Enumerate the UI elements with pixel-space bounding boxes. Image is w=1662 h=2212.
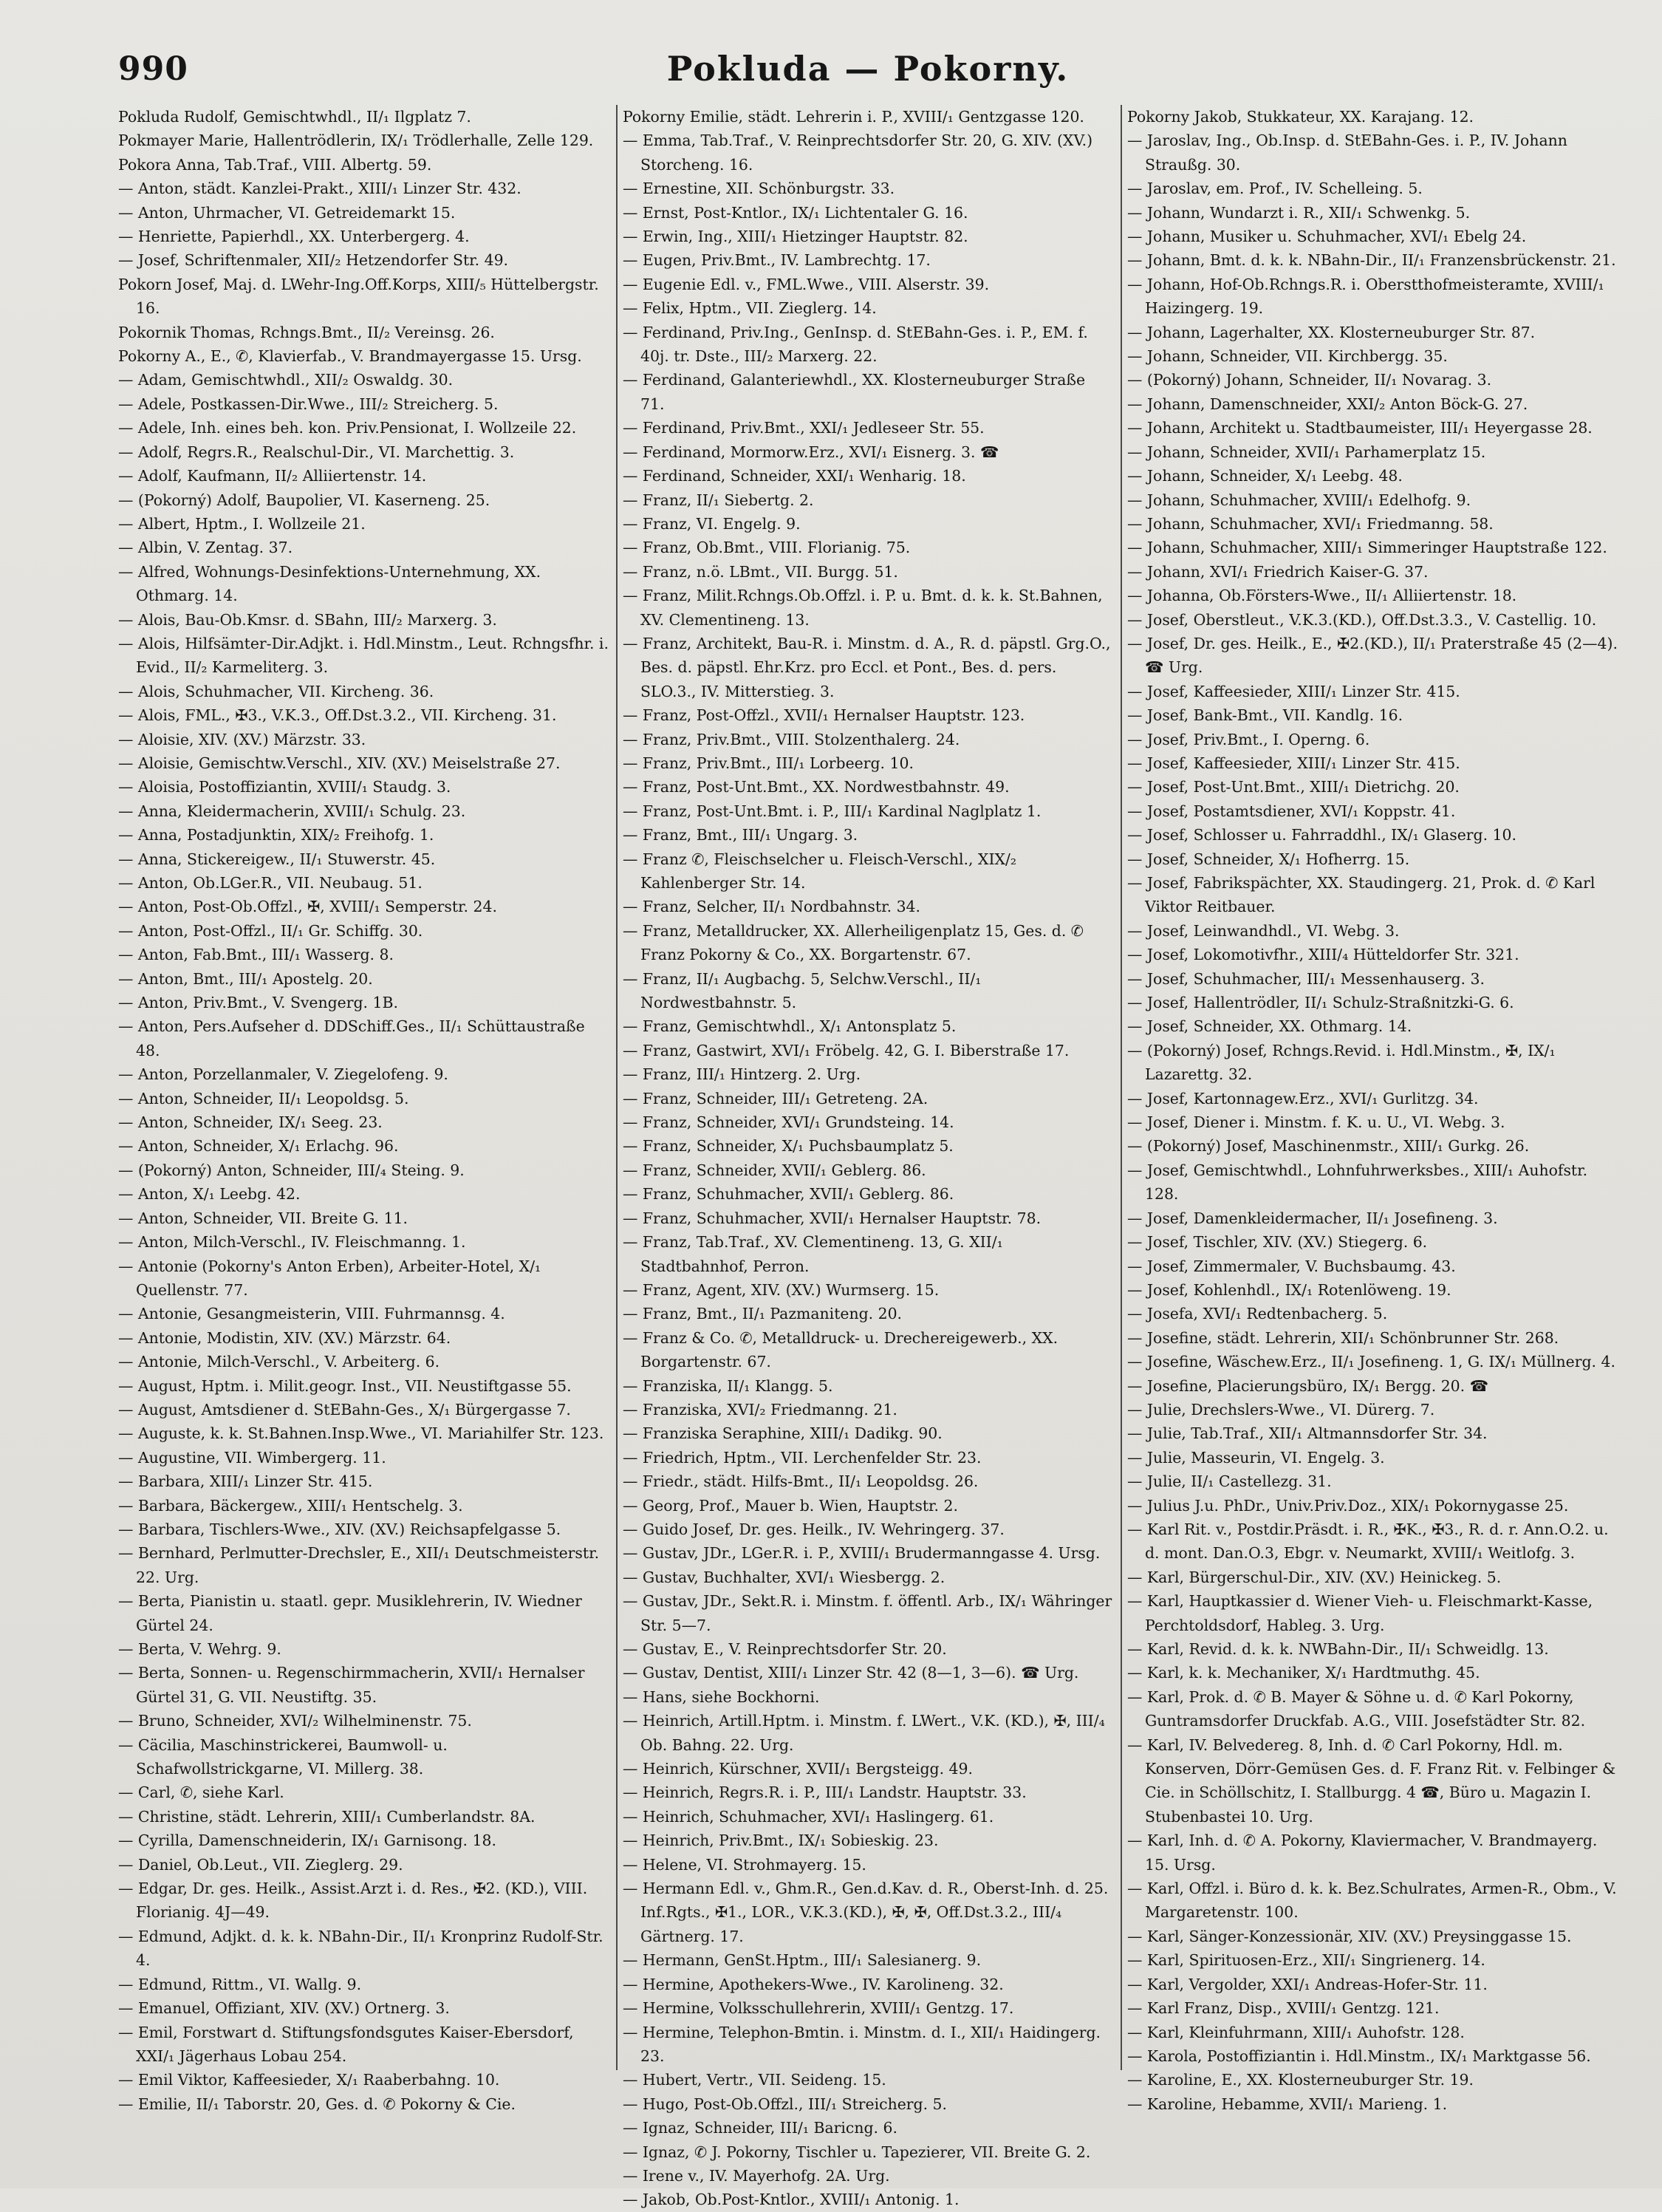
directory-entry: — Eugenie Edl. v., FML.Wwe., VIII. Alserstr. 39. [623, 275, 990, 293]
directory-entry: — Bernhard, Perlmutter-Drechsler, E., XII/₁ Deutschmeisterstr. 22. Urg. [118, 1544, 600, 1586]
directory-entry: — Gustav, E., V. Reinprechtsdorfer Str. 20. [623, 1640, 947, 1658]
directory-entry: — Anton, Pers.Aufseher d. DDSchiff.Ges., II/₁ Schüttaustraße 48. [118, 1017, 585, 1059]
directory-entry: — Ignaz, ✆ J. Pokorny, Tischler u. Tapezierer, VII. Breite G. 2. [623, 2143, 1091, 2161]
directory-entry: — Franz, Schuhmacher, XVII/₁ Geblerg. 86. [623, 1185, 954, 1204]
directory-entry: — Franz, Bmt., III/₁ Ungarg. 3. [623, 826, 858, 844]
directory-entry: — Berta, Sonnen- u. Regenschirmmacherin, XVII/₁ Hernalser Gürtel 31, G. VII. Neustiftg. 35. [118, 1664, 585, 1706]
directory-entry: — Franz & Co. ✆, Metalldruck- u. Drechereigewerb., XX. Borgartenstr. 67. [623, 1328, 1059, 1371]
column-1 [118, 105, 609, 2166]
directory-entry: — Josef, Kartonnagew.Erz., XVI/₁ Gurlitzg. 34. [1127, 1089, 1479, 1107]
directory-entry: — Emma, Tab.Traf., V. Reinprechtsdorfer Str. 20, G. XIV. (XV.) Storcheng. 16. [623, 132, 1093, 174]
directory-entry: — Julie, Masseurin, VI. Engelg. 3. [1127, 1448, 1385, 1467]
directory-entry: — (Pokorný) Adolf, Baupolier, VI. Kaserneng. 25. [118, 491, 490, 509]
directory-entry: — Franz, Architekt, Bau-R. i. Minstm. d. A., R. d. päpstl. Grg.O., Bes. d. päpstl. Ehr.Krz. pro Eccl. et Pont., Bes. d. pers. SLO.3., IV. Mitterstieg. 3. [623, 634, 1111, 700]
directory-entry: — Antonie, Gesangmeisterin, VIII. Fuhrmannsg. 4. [118, 1305, 505, 1323]
directory-entry: — Emanuel, Offiziant, XIV. (XV.) Ortnerg. 3. [118, 1999, 450, 2018]
directory-entry: — Karl, Spirituosen-Erz., XII/₁ Singrienerg. 14. [1127, 1951, 1485, 1970]
directory-entry: — Franz, Schuhmacher, XVII/₁ Hernalser Hauptstr. 78. [623, 1209, 1042, 1227]
directory-entry: — Alois, FML., ✠3., V.K.3., Off.Dst.3.2., VII. Kircheng. 31. [118, 706, 557, 725]
directory-entry: — Anton, Ob.LGer.R., VII. Neubaug. 51. [118, 874, 423, 892]
directory-entry: — Franz, Post-Unt.Bmt. i. P., III/₁ Kardinal Naglplatz 1. [623, 802, 1042, 820]
directory-entry: — Karl, Kleinfuhrmann, XIII/₁ Auhofstr. 128. [1127, 2023, 1465, 2041]
directory-entry: — Josef, Lokomotivfhr., XIII/₄ Hütteldorfer Str. 321. [1127, 946, 1519, 964]
directory-entry: — Josef, Tischler, XIV. (XV.) Stiegerg. 6. [1127, 1233, 1428, 1252]
directory-entry: — Josef, Zimmermaler, V. Buchsbaumg. 43. [1127, 1257, 1456, 1275]
directory-entry: — Erwin, Ing., XIII/₁ Hietzinger Hauptstr. 82. [623, 228, 968, 246]
directory-entry: — Anton, Milch-Verschl., IV. Fleischmanng. 1. [118, 1233, 466, 1252]
directory-entry: Pokora Anna, Tab.Traf., VIII. Albertg. 59. [118, 155, 432, 174]
directory-entry: — Augustine, VII. Wimbergerg. 11. [118, 1448, 386, 1467]
directory-entry: — Franz, Priv.Bmt., VIII. Stolzenthalerg. 24. [623, 730, 960, 748]
directory-entry: — Johanna, Ob.Försters-Wwe., II/₁ Alliiertenstr. 18. [1127, 587, 1517, 605]
directory-entry: — Johann, Hof-Ob.Rchngs.R. i. Oberstthofmeisteramte, XVIII/₁ Haizingerg. 19. [1127, 275, 1604, 318]
directory-entry: — Johann, Musiker u. Schuhmacher, XVI/₁ Ebelg 24. [1127, 228, 1527, 246]
directory-entry: — Hermine, Volksschullehrerin, XVIII/₁ Gentzg. 17. [623, 1999, 1014, 2018]
page-header [118, 46, 1618, 98]
directory-entry: — Johann, Schuhmacher, XIII/₁ Simmeringer Hauptstraße 122. [1127, 539, 1607, 557]
directory-entry: — Felix, Hptm., VII. Zieglerg. 14. [623, 299, 877, 318]
directory-entry: — Johann, Bmt. d. k. k. NBahn-Dir., II/₁ Franzensbrückenstr. 21. [1127, 251, 1616, 270]
directory-entry: — August, Amtsdiener d. StEBahn-Ges., X/₁ Bürgergasse 7. [118, 1400, 571, 1419]
directory-columns [118, 105, 1618, 2209]
directory-entry: — Friedrich, Hptm., VII. Lerchenfelder Str. 23. [623, 1448, 982, 1467]
directory-entry: — Hermine, Apothekers-Wwe., IV. Karolineng. 32. [623, 1975, 1004, 1993]
directory-entry: — Johann, Schneider, X/₁ Leebg. 48. [1127, 467, 1403, 485]
directory-entry: — Josef, Schuhmacher, III/₁ Messenhauserg. 3. [1127, 969, 1485, 988]
directory-entry: — Karl, Sänger-Konzessionär, XIV. (XV.) Preysinggasse 15. [1127, 1927, 1572, 1945]
directory-entry: — Josef, Fabrikspächter, XX. Staudingerg. 21, Prok. d. ✆ Karl Viktor Reitbauer. [1127, 874, 1596, 916]
directory-entry: — Josef, Bank-Bmt., VII. Kandlg. 16. [1127, 706, 1403, 725]
directory-entry: — Guido Josef, Dr. ges. Heilk., IV. Wehringerg. 37. [623, 1520, 1005, 1538]
directory-entry: — Franz, II/₁ Siebertg. 2. [623, 491, 814, 509]
directory-entry: — Anton, Schneider, X/₁ Erlachg. 96. [118, 1137, 399, 1156]
directory-entry: — Julie, Tab.Traf., XII/₁ Altmannsdorfer Str. 34. [1127, 1424, 1488, 1443]
directory-entry: — Karl, Revid. d. k. k. NWBahn-Dir., II/₁ Schweidlg. 13. [1127, 1640, 1549, 1658]
directory-entry: — Franz, Schneider, XVI/₁ Grundsteing. 14. [623, 1113, 954, 1132]
directory-entry: — Josefine, Wäschew.Erz., II/₁ Josefineng. 1, G. IX/₁ Müllnerg. 4. [1127, 1353, 1615, 1371]
directory-entry: — Franz, II/₁ Augbachg. 5, Selchw.Verschl., II/₁ Nordwestbahnstr. 5. [623, 969, 982, 1012]
directory-entry: — Gustav, JDr., Sekt.R. i. Minstm. f. öffentl. Arb., IX/₁ Währinger Str. 5—7. [623, 1592, 1112, 1634]
directory-entry: — Helene, VI. Strohmayerg. 15. [623, 1855, 866, 1874]
directory-entry: — Jaroslav, em. Prof., IV. Schelleing. 5. [1127, 180, 1423, 198]
directory-entry: — Johann, Schuhmacher, XVIII/₁ Edelhofg. 9. [1127, 491, 1471, 509]
directory-entry: — Friedr., städt. Hilfs-Bmt., II/₁ Leopoldsg. 26. [623, 1472, 979, 1491]
directory-entry: — Ferdinand, Mormorw.Erz., XVI/₁ Eisnerg. 3. ☎ [623, 443, 999, 461]
column-3 [1127, 105, 1618, 2166]
directory-entry: — Aloisia, Postoffiziantin, XVIII/₁ Staudg. 3. [118, 778, 451, 796]
directory-entry: — Gustav, Buchhalter, XVI/₁ Wiesbergg. 2. [623, 1568, 945, 1586]
directory-entry: — Hermann Edl. v., Ghm.R., Gen.d.Kav. d. R., Oberst-Inh. d. 25. Inf.Rgts., ✠1., LOR., V.K.3.(KD.), ✠, ✠, Off.Dst.3.2., III/₄ Gärtnerg. 17. [623, 1880, 1109, 1945]
directory-entry: — Alois, Schuhmacher, VII. Kircheng. 36. [118, 682, 434, 700]
directory-entry: — Emilie, II/₁ Taborstr. 20, Ges. d. ✆ Pokorny & Cie. [118, 2095, 516, 2113]
directory-entry: — Heinrich, Regrs.R. i. P., III/₁ Landstr. Hauptstr. 33. [623, 1783, 1027, 1802]
directory-entry: — Karl, Bürgerschul-Dir., XIV. (XV.) Heinickeg. 5. [1127, 1568, 1502, 1586]
directory-entry: — Johann, Schuhmacher, XVI/₁ Friedmanng. 58. [1127, 514, 1494, 533]
directory-entry: — Ernestine, XII. Schönburgstr. 33. [623, 180, 895, 198]
directory-entry: Pokorny Emilie, städt. Lehrerin i. P., XVIII/₁ Gentzgasse 120. [623, 108, 1084, 126]
directory-entry: — Gustav, JDr., LGer.R. i. P., XVIII/₁ Brudermanngasse 4. Ursg. [623, 1544, 1101, 1563]
directory-entry: — Johann, XVI/₁ Friedrich Kaiser-G. 37. [1127, 562, 1429, 581]
directory-entry: — Adele, Postkassen-Dir.Wwe., III/₂ Streicherg. 5. [118, 395, 499, 413]
directory-entry: — Alois, Bau-Ob.Kmsr. d. SBahn, III/₂ Marxerg. 3. [118, 610, 497, 629]
directory-entry: — Karl, Inh. d. ✆ A. Pokorny, Klaviermacher, V. Brandmayerg. 15. Ursg. [1127, 1832, 1598, 1874]
directory-entry: — Adele, Inh. eines beh. kon. Priv.Pensionat, I. Wollzeile 22. [118, 419, 577, 437]
directory-entry: — Alfred, Wohnungs-Desinfektions-Unternehmung, XX. Othmarg. 14. [118, 562, 541, 605]
directory-entry: — Ernst, Post-Kntlor., IX/₁ Lichtentaler G. 16. [623, 203, 968, 222]
directory-entry: — Johann, Schneider, VII. Kirchbergg. 35. [1127, 347, 1448, 366]
directory-entry: Pokornik Thomas, Rchngs.Bmt., II/₂ Vereinsg. 26. [118, 323, 495, 341]
directory-entry: — Anton, städt. Kanzlei-Prakt., XIII/₁ Linzer Str. 432. [118, 180, 521, 198]
directory-entry: Pokorny A., E., ✆, Klavierfab., V. Brandmayergasse 15. Ursg. [118, 347, 582, 366]
directory-entry: — Karl, Offzl. i. Büro d. k. k. Bez.Schulrates, Armen-R., Obm., V. Margaretenstr. 100. [1127, 1880, 1617, 1922]
directory-entry: — Franz, Ob.Bmt., VIII. Florianig. 75. [623, 539, 911, 557]
directory-entry: — Josef, Oberstleut., V.K.3.(KD.), Off.Dst.3.3., V. Castellig. 10. [1127, 610, 1597, 629]
directory-entry: — Karl, Vergolder, XXI/₁ Andreas-Hofer-Str. 11. [1127, 1975, 1488, 1993]
directory-entry: — Josef, Post-Unt.Bmt., XIII/₁ Dietrichg. 20. [1127, 778, 1460, 796]
directory-entry: — Hugo, Post-Ob.Offzl., III/₁ Streicherg. 5. [623, 2095, 947, 2113]
directory-entry: — Emil, Forstwart d. Stiftungsfondsgutes Kaiser-Ebersdorf, XXI/₁ Jägerhaus Lobau 254. [118, 2023, 574, 2065]
directory-entry: — Anna, Postadjunktin, XIX/₂ Freihofg. 1. [118, 826, 434, 844]
directory-entry: — Jaroslav, Ing., Ob.Insp. d. StEBahn-Ges. i. P., IV. Johann Straußg. 30. [1127, 132, 1567, 174]
directory-entry: — Aloisie, XIV. (XV.) Märzstr. 33. [118, 730, 366, 748]
directory-entry: — Gustav, Dentist, XIII/₁ Linzer Str. 42 (8—1, 3—6). ☎ Urg. [623, 1664, 1079, 1682]
directory-entry: — Josefine, städt. Lehrerin, XII/₁ Schönbrunner Str. 268. [1127, 1328, 1559, 1347]
directory-entry: — Anton, Schneider, II/₁ Leopoldsg. 5. [118, 1089, 409, 1107]
directory-entry: — Franz, Gemischtwhdl., X/₁ Antonsplatz 5. [623, 1017, 957, 1036]
directory-entry: — Josef, Schriftenmaler, XII/₂ Hetzendorfer Str. 49. [118, 251, 509, 270]
directory-entry: — Franz, Gastwirt, XVI/₁ Fröbelg. 42, G. I. Biberstraße 17. [623, 1041, 1070, 1059]
directory-entry: — Josefine, Placierungsbüro, IX/₁ Bergg. 20. ☎ [1127, 1376, 1488, 1395]
directory-entry: — Franz, VI. Engelg. 9. [623, 514, 801, 533]
directory-entry: — Julie, Drechslers-Wwe., VI. Dürerg. 7. [1127, 1400, 1435, 1419]
directory-entry: — Cyrilla, Damenschneiderin, IX/₁ Garnisong. 18. [118, 1832, 496, 1850]
directory-entry: — Franz, Selcher, II/₁ Nordbahnstr. 34. [623, 898, 920, 916]
directory-entry: — Karoline, E., XX. Klosterneuburger Str. 19. [1127, 2071, 1474, 2089]
directory-entry: — Ferdinand, Priv.Ing., GenInsp. d. StEBahn-Ges. i. P., EM. f. 40j. tr. Dste., III/₂ Marxerg. 22. [623, 323, 1088, 366]
directory-entry: — Anton, Schneider, VII. Breite G. 11. [118, 1209, 408, 1227]
directory-entry: — Anton, Post-Ob.Offzl., ✠, XVIII/₁ Semperstr. 24. [118, 898, 497, 916]
directory-entry: — Josef, Dr. ges. Heilk., E., ✠2.(KD.), II/₁ Praterstraße 45 (2—4). ☎ Urg. [1127, 634, 1618, 677]
directory-entry: Pokluda Rudolf, Gemischtwhdl., II/₁ Ilgplatz 7. [118, 108, 471, 126]
directory-entry: — Ferdinand, Priv.Bmt., XXI/₁ Jedleseer Str. 55. [623, 419, 985, 437]
directory-entry: — Ignaz, Schneider, III/₁ Baricng. 6. [623, 2119, 897, 2137]
directory-entry: — Albin, V. Zentag. 37. [118, 539, 293, 557]
directory-entry: — Heinrich, Priv.Bmt., IX/₁ Sobieskig. 23. [623, 1832, 939, 1850]
directory-entry: — Hubert, Vertr., VII. Seideng. 15. [623, 2071, 886, 2089]
directory-entry: — Johann, Wundarzt i. R., XII/₁ Schwenkg. 5. [1127, 203, 1471, 222]
directory-entry: — Karola, Postoffiziantin i. Hdl.Minstm., IX/₁ Marktgasse 56. [1127, 2047, 1591, 2065]
directory-entry: — Barbara, XIII/₁ Linzer Str. 415. [118, 1472, 373, 1491]
directory-entry: — Antonie (Pokorny's Anton Erben), Arbeiter-Hotel, X/₁ Quellenstr. 77. [118, 1257, 541, 1299]
directory-entry: — Karl Franz, Disp., XVIII/₁ Gentzg. 121. [1127, 1999, 1440, 2018]
directory-entry: — Berta, V. Wehrg. 9. [118, 1640, 281, 1658]
directory-entry: — Barbara, Bäckergew., XIII/₁ Hentschelg. 3. [118, 1496, 463, 1515]
directory-entry: — Franz, Post-Offzl., XVII/₁ Hernalser Hauptstr. 123. [623, 706, 1025, 725]
directory-entry: — Hermann, GenSt.Hptm., III/₁ Salesianerg. 9. [623, 1951, 982, 1970]
directory-entry: — Ferdinand, Galanteriewhdl., XX. Klosterneuburger Straße 71. [623, 371, 1086, 413]
directory-entry: — Josefa, XVI/₁ Redtenbacherg. 5. [1127, 1305, 1388, 1323]
directory-entry: — Antonie, Modistin, XIV. (XV.) Märzstr. 64. [118, 1328, 451, 1347]
directory-entry: — Emil Viktor, Kaffeesieder, X/₁ Raaberbahng. 10. [118, 2071, 500, 2089]
directory-entry: — Franz, Milit.Rchngs.Ob.Offzl. i. P. u. Bmt. d. k. k. St.Bahnen, XV. Clementineng. 13. [623, 587, 1103, 629]
directory-entry: — Josef, Priv.Bmt., I. Operng. 6. [1127, 730, 1370, 748]
directory-entry: — Irene v., IV. Mayerhofg. 2A. Urg. [623, 2166, 890, 2185]
directory-entry: — Franz, Post-Unt.Bmt., XX. Nordwestbahnstr. 49. [623, 778, 1010, 796]
directory-entry: — Johann, Schneider, XVII/₁ Parhamerplatz 15. [1127, 443, 1486, 461]
directory-entry: — Heinrich, Schuhmacher, XVI/₁ Haslingerg. 61. [623, 1807, 994, 1826]
directory-entry: — (Pokorný) Josef, Rchngs.Revid. i. Hdl.Minstm., ✠, IX/₁ Lazarettg. 32. [1127, 1041, 1556, 1084]
directory-entry: — Daniel, Ob.Leut., VII. Zieglerg. 29. [118, 1855, 403, 1874]
directory-entry: — Franz, Metalldrucker, XX. Allerheiligenplatz 15, Ges. d. ✆ Franz Pokorny & Co., XX. Borgartenstr. 67. [623, 921, 1084, 964]
directory-entry: — Jakob, Ob.Post-Kntlor., XVIII/₁ Antonig. 1. [623, 2191, 960, 2209]
directory-entry: — Josef, Schlosser u. Fahrraddhl., IX/₁ Glaserg. 10. [1127, 826, 1516, 844]
directory-entry: — Adolf, Kaufmann, II/₂ Alliiertenstr. 14. [118, 467, 427, 485]
directory-entry: — Franziska, XVI/₂ Friedmanng. 21. [623, 1400, 897, 1419]
directory-entry: — Karl, Prok. d. ✆ B. Mayer & Söhne u. d. ✆ Karl Pokorny, Guntramsdorfer Druckfab. A.G., VIII. Josefstädter Str. 82. [1127, 1687, 1586, 1730]
directory-entry: — Anton, Schneider, IX/₁ Seeg. 23. [118, 1113, 383, 1132]
directory-entry: — Heinrich, Kürschner, XVII/₁ Bergsteigg. 49. [623, 1760, 973, 1778]
directory-entry: — Christine, städt. Lehrerin, XIII/₁ Cumberlandstr. 8A. [118, 1807, 536, 1826]
directory-entry: — Josef, Postamtsdiener, XVI/₁ Koppstr. 41. [1127, 802, 1456, 820]
directory-entry: — Franz, Tab.Traf., XV. Clementineng. 13, G. XII/₁ Stadtbahnhof, Perron. [623, 1233, 1003, 1275]
directory-entry: — Franz ✆, Fleischselcher u. Fleisch-Verschl., XIX/₂ Kahlenberger Str. 14. [623, 850, 1017, 892]
directory-entry: — Josef, Schneider, X/₁ Hofherrg. 15. [1127, 850, 1410, 868]
directory-entry: — Julie, II/₁ Castellezg. 31. [1127, 1472, 1332, 1491]
directory-entry: — Anton, X/₁ Leebg. 42. [118, 1185, 301, 1204]
directory-entry: — Josef, Damenkleidermacher, II/₁ Josefineng. 3. [1127, 1209, 1498, 1227]
directory-entry: Pokorny Jakob, Stukkateur, XX. Karajang. 12. [1127, 108, 1474, 126]
directory-entry: — Josef, Leinwandhdl., VI. Webg. 3. [1127, 921, 1400, 940]
directory-entry: — Johann, Architekt u. Stadtbaumeister, III/₁ Heyergasse 28. [1127, 419, 1593, 437]
directory-entry: — Anton, Fab.Bmt., III/₁ Wasserg. 8. [118, 946, 394, 964]
directory-entry: — Franz, Schneider, III/₁ Getreteng. 2A. [623, 1089, 929, 1107]
directory-entry: — Edmund, Rittm., VI. Wallg. 9. [118, 1975, 362, 1993]
running-head: Pokluda — Pokorny. [666, 49, 1070, 89]
directory-entry: — Josef, Diener i. Minstm. f. K. u. U., VI. Webg. 3. [1127, 1113, 1505, 1132]
directory-entry: — Johann, Damenschneider, XXI/₂ Anton Böck-G. 27. [1127, 395, 1528, 413]
directory-entry: — Carl, ✆, siehe Karl. [118, 1783, 284, 1802]
directory-entry: — Julius J.u. PhDr., Univ.Priv.Doz., XIX/₁ Pokornygasse 25. [1127, 1496, 1569, 1515]
column-2 [623, 105, 1113, 2209]
directory-entry: — Bruno, Schneider, XVI/₂ Wilhelminenstr. 75. [118, 1712, 472, 1730]
directory-entry: — Josef, Schneider, XX. Othmarg. 14. [1127, 1017, 1412, 1036]
directory-entry: — Aloisie, Gemischtw.Verschl., XIV. (XV.) Meiselstraße 27. [118, 754, 561, 772]
directory-entry: — Karl, Hauptkassier d. Wiener Vieh- u. Fleischmarkt-Kasse, Perchtoldsdorf, Hableg. 3. Urg. [1127, 1592, 1593, 1634]
directory-entry: — Edmund, Adjkt. d. k. k. NBahn-Dir., II/₁ Kronprinz Rudolf-Str. 4. [118, 1927, 603, 1970]
directory-entry: — Franz, Bmt., II/₁ Pazmaniteng. 20. [623, 1305, 903, 1323]
directory-entry: — Karoline, Hebamme, XVII/₁ Marieng. 1. [1127, 2095, 1448, 2113]
directory-entry: — Karl, k. k. Mechaniker, X/₁ Hardtmuthg. 45. [1127, 1664, 1480, 1682]
directory-entry: — Barbara, Tischlers-Wwe., XIV. (XV.) Reichsapfelgasse 5. [118, 1520, 561, 1538]
directory-entry: — August, Hptm. i. Milit.geogr. Inst., VII. Neustiftgasse 55. [118, 1376, 572, 1395]
page-number: 990 [118, 50, 188, 88]
directory-entry: — Hermine, Telephon-Bmtin. i. Minstm. d. I., XII/₁ Haidingerg. 23. [623, 2023, 1101, 2065]
directory-entry: — Johann, Lagerhalter, XX. Klosterneuburger Str. 87. [1127, 323, 1536, 341]
directory-entry: — Franziska, II/₁ Klangg. 5. [623, 1376, 833, 1395]
directory-entry: — Anna, Stickereigew., II/₁ Stuwerstr. 45. [118, 850, 436, 868]
directory-entry: — Anton, Porzellanmaler, V. Ziegelofeng. 9. [118, 1065, 448, 1084]
directory-entry: — (Pokorný) Anton, Schneider, III/₄ Steing. 9. [118, 1161, 465, 1179]
directory-entry: — Franz, Priv.Bmt., III/₁ Lorbeerg. 10. [623, 754, 914, 772]
directory-entry: — Anton, Uhrmacher, VI. Getreidemarkt 15. [118, 203, 456, 222]
directory-entry: — Henriette, Papierhdl., XX. Unterbergerg. 4. [118, 228, 470, 246]
directory-entry: — Anna, Kleidermacherin, XVIII/₁ Schulg. 23. [118, 802, 466, 820]
directory-entry: — Franz, n.ö. LBmt., VII. Burgg. 51. [623, 562, 898, 581]
directory-entry: — Hans, siehe Bockhorni. [623, 1687, 820, 1706]
directory-entry: — Anton, Bmt., III/₁ Apostelg. 20. [118, 969, 373, 988]
directory-entry: — Josef, Kaffeesieder, XIII/₁ Linzer Str. 415. [1127, 754, 1460, 772]
directory-entry: Pokmayer Marie, Hallentrödlerin, IX/₁ Trödlerhalle, Zelle 129. [118, 132, 594, 150]
directory-entry: Pokorn Josef, Maj. d. LWehr-Ing.Off.Korps, XIII/₅ Hüttelbergstr. 16. [118, 275, 599, 318]
directory-entry: — Franz, Agent, XIV. (XV.) Wurmserg. 15. [623, 1280, 940, 1299]
directory-entry: — Adam, Gemischtwhdl., XII/₂ Oswaldg. 30. [118, 371, 454, 389]
directory-entry: — Antonie, Milch-Verschl., V. Arbeiterg. 6. [118, 1353, 440, 1371]
directory-entry: — Karl Rit. v., Postdir.Präsdt. i. R., ✠K., ✠3., R. d. r. Ann.O.2. u. d. mont. Dan.O.3, Ebgr. v. Neumarkt, XVIII/₁ Weitlofg. 3. [1127, 1520, 1609, 1563]
directory-entry: — (Pokorný) Josef, Maschinenmstr., XIII/₁ Gurkg. 26. [1127, 1137, 1530, 1156]
directory-entry: — Anton, Post-Offzl., II/₁ Gr. Schiffg. 30. [118, 921, 423, 940]
directory-entry: — Albert, Hptm., I. Wollzeile 21. [118, 514, 366, 533]
directory-entry: — Josef, Gemischtwhdl., Lohnfuhrwerksbes., XIII/₁ Auhofstr. 128. [1127, 1161, 1588, 1204]
directory-entry: — Josef, Kohlenhdl., IX/₁ Rotenlöweng. 19. [1127, 1280, 1451, 1299]
directory-entry: — Franz, III/₁ Hintzerg. 2. Urg. [623, 1065, 861, 1084]
directory-entry: — Eugen, Priv.Bmt., IV. Lambrechtg. 17. [623, 251, 931, 270]
directory-entry: — Ferdinand, Schneider, XXI/₁ Wenharig. 18. [623, 467, 966, 485]
directory-entry: — Franz, Schneider, XVII/₁ Geblerg. 86. [623, 1161, 926, 1179]
directory-entry: — Karl, IV. Belvedereg. 8, Inh. d. ✆ Carl Pokorny, Hdl. m. Konserven, Dörr-Gemüsen Ges. d. F. Franz Rit. v. Felbinger & Cie. in Schöllschitz, I. Stallburgg. 4 ☎, Büro u. Magazin I. Stubenbastei 10. Urg. [1127, 1735, 1616, 1826]
directory-entry: — Georg, Prof., Mauer b. Wien, Hauptstr. 2. [623, 1496, 958, 1515]
directory-entry: — Berta, Pianistin u. staatl. gepr. Musiklehrerin, IV. Wiedner Gürtel 24. [118, 1592, 582, 1634]
directory-entry: — Anton, Priv.Bmt., V. Svengerg. 1B. [118, 994, 398, 1012]
directory-entry: — Franziska Seraphine, XIII/₁ Dadikg. 90. [623, 1424, 943, 1443]
directory-entry: — Edgar, Dr. ges. Heilk., Assist.Arzt i. d. Res., ✠2. (KD.), VIII. Florianig. 4J—49. [118, 1880, 588, 1922]
directory-entry: — (Pokorný) Johann, Schneider, II/₁ Novarag. 3. [1127, 371, 1492, 389]
directory-entry: — Josef, Kaffeesieder, XIII/₁ Linzer Str. 415. [1127, 682, 1460, 700]
directory-entry: — Franz, Schneider, X/₁ Puchsbaumplatz 5. [623, 1137, 954, 1156]
directory-entry: — Alois, Hilfsämter-Dir.Adjkt. i. Hdl.Minstm., Leut. Rchngsfhr. i. Evid., II/₂ Karmeliterg. 3. [118, 634, 609, 677]
directory-entry: — Adolf, Regrs.R., Realschul-Dir., VI. Marchettig. 3. [118, 443, 515, 461]
directory-entry: — Josef, Hallentrödler, II/₁ Schulz-Straßnitzki-G. 6. [1127, 994, 1514, 1012]
directory-entry: — Auguste, k. k. St.Bahnen.Insp.Wwe., VI. Mariahilfer Str. 123. [118, 1424, 604, 1443]
directory-entry: — Cäcilia, Maschinstrickerei, Baumwoll- u. Schafwollstrickgarne, VI. Millerg. 38. [118, 1735, 448, 1778]
directory-entry: — Heinrich, Artill.Hptm. i. Minstm. f. LWert., V.K. (KD.), ✠, III/₄ Ob. Bahng. 22. Urg. [623, 1712, 1105, 1754]
